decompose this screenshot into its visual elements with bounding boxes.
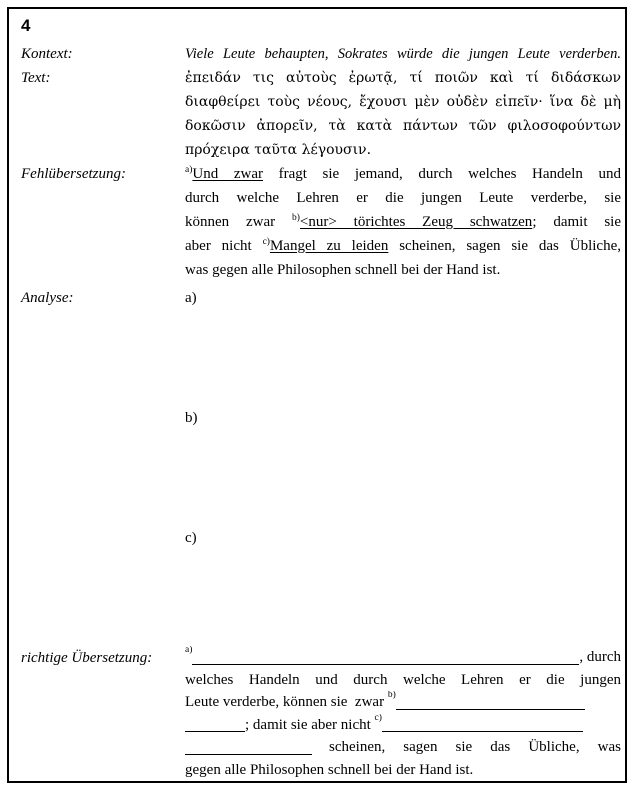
text-segment: was gegen alle Philosophen schnell bei der Hand ist.	[185, 262, 501, 278]
text-segment: gegen alle Philosophen schnell bei der Hand ist.	[185, 761, 474, 778]
text-segment: ἐπειδάν τις αὐτοὺς ἐρωτᾷ, τί ποιῶν καὶ τί διδάσκων	[185, 70, 621, 86]
text-line	[185, 66, 621, 90]
kontext-label: Kontext:	[21, 46, 73, 62]
blank-underline	[192, 664, 579, 665]
row-text	[14, 66, 621, 162]
blank-underline	[185, 754, 312, 755]
row-fehluebersetzung	[14, 162, 621, 282]
footnote-marker: b)	[292, 213, 300, 223]
text-line	[185, 234, 621, 258]
text-segment: , durch	[579, 649, 621, 665]
footnote-marker: b)	[387, 691, 396, 700]
footnote-marker: a)	[185, 165, 193, 175]
worksheet-page	[7, 7, 627, 783]
text-line	[185, 714, 621, 737]
analyse-items	[185, 286, 621, 646]
text-segment: ; damit sie	[532, 214, 621, 230]
analysis-answer-area	[185, 406, 621, 526]
footnote-marker: c)	[262, 237, 270, 247]
analysis-item-marker: c)	[185, 530, 197, 546]
text-line	[185, 736, 621, 759]
text-label: Text:	[21, 70, 51, 86]
text-segment: aber nicht	[185, 238, 263, 254]
text-segment: scheinen, sagen sie das Übliche,	[388, 238, 621, 254]
underlined-phrase: <nur> törichtes Zeug schwatzen	[299, 214, 533, 230]
text-line	[185, 114, 621, 138]
row-kontext	[14, 42, 621, 66]
text-segment: ; damit sie aber nicht	[245, 716, 375, 733]
blank-underline	[382, 731, 583, 732]
text-segment: können zwar	[185, 214, 292, 230]
text-line	[185, 669, 621, 692]
underlined-phrase: Mangel zu leiden	[269, 238, 389, 254]
fehluebersetzung-label: Fehlübersetzung:	[21, 166, 126, 182]
fehluebersetzung-text	[185, 162, 621, 282]
text-line	[185, 138, 621, 162]
analysis-item-marker: b)	[185, 410, 198, 426]
text-segment: πρόχειρα ταῦτα λέγουσιν.	[185, 142, 372, 158]
blank-underline	[185, 731, 245, 732]
text-line	[185, 691, 621, 714]
analyse-label: Analyse:	[21, 290, 74, 306]
analysis-item-marker: a)	[185, 290, 197, 306]
analysis-answer-area	[185, 286, 621, 406]
footnote-marker: a)	[185, 646, 193, 655]
analysis-answer-area	[185, 526, 621, 646]
text-line	[185, 90, 621, 114]
row-richtige-uebersetzung	[14, 646, 621, 781]
text-line	[185, 162, 621, 186]
text-line	[185, 646, 621, 669]
text-line	[185, 258, 621, 282]
text-segment: scheinen, sagen sie das Übliche, was	[329, 739, 621, 755]
kontext-text: Viele Leute behaupten, Sokrates würde die jungen Leute verderben.	[185, 46, 621, 62]
text-segment: δοκῶσιν ἀπορεῖν, τὰ κατὰ πάντων τῶν φιλοσοφούντων	[185, 118, 621, 134]
blank-underline	[396, 709, 585, 710]
text-segment: welches Handeln und durch welche Lehren er die jungen	[185, 671, 621, 688]
exercise-number: 4	[21, 16, 31, 35]
text-segment: durch welche Lehren er die jungen Leute verderbe, sie	[185, 190, 621, 206]
footnote-marker: c)	[374, 713, 382, 723]
text-line	[185, 759, 621, 782]
text-segment: διαφθείρει τοὺς νέους, ἔχουσι μὲν οὐδὲν εἰπεῖν· ἵνα δὲ μὴ	[185, 94, 621, 110]
greek-text	[185, 66, 621, 162]
text-line	[185, 186, 621, 210]
richtige-uebersetzung-text	[185, 646, 621, 781]
underlined-phrase: Und zwar	[192, 166, 263, 182]
text-segment: Leute verderbe, können sie zwar	[185, 694, 388, 710]
text-line	[185, 210, 621, 234]
row-analyse	[14, 286, 621, 646]
text-segment: fragt sie jemand, durch welches Handeln und	[263, 166, 621, 182]
richtige-uebersetzung-label: richtige Übersetzung:	[21, 650, 153, 666]
